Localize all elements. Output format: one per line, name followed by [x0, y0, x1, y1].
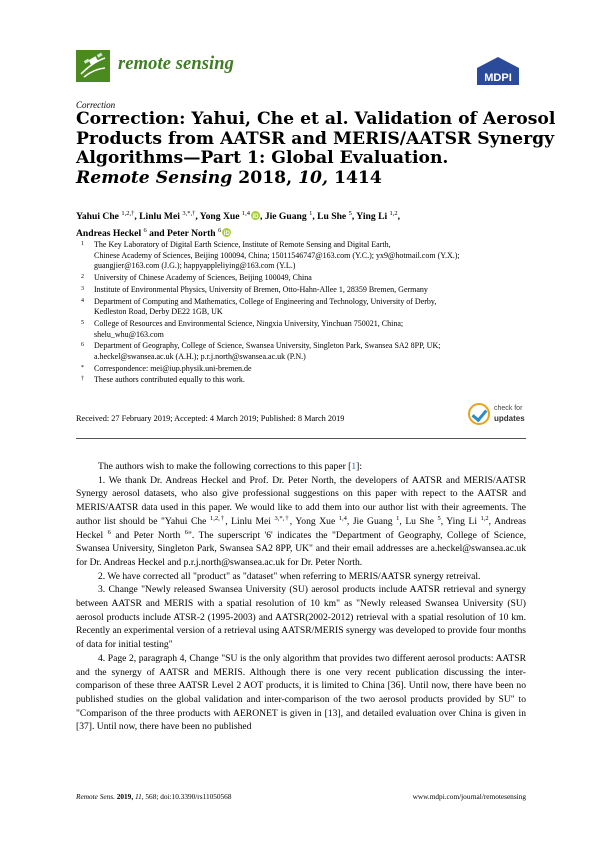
checkmark-icon: [468, 403, 490, 425]
affiliation-num: 1: [81, 241, 84, 247]
affiliation-num: 6: [81, 342, 84, 349]
author-sup: 1,2: [389, 210, 398, 217]
author-list: Yahui Che $^{1,2,\dagger}$, Linlu Mei $^{3,*,\dagger}$, Yong Xue $^{1,4}$ iD , Jie Guang $^1$, Lu She $^5$, Ying Li $^{1,2}$, Andreas Heckel $^6$ and Peter North $^6$ iD: [76, 210, 401, 240]
affiliation-line: Department of Computing and Mathematics, College of Engineering and Technology, University of Derby,: [94, 296, 437, 306]
author-sup: 6: [143, 227, 147, 235]
affiliation-line: shelu_whu@163.com: [94, 329, 164, 339]
author-name: Andreas Heckel: [76, 228, 142, 240]
footer-year: 2019,: [116, 792, 134, 801]
affiliation-line: guangjier@163.com (J.G.); happyappleliying@163.com (Y.L.): [94, 261, 296, 271]
author-sup: 1,2,†: [121, 210, 135, 217]
correction-paragraph-3: 3. Change "Newly released Swansea University (SU) aerosol products include AATSR retrieval and synergy between AATSR and MERIS with a spatial resolution of 10 km" as "Newly released Swansea University (SU) aerosol products include ATSR-2 (1995-2003) and AATSR(2002-2012) retrieval with a spatial resolution of 10 km. Recently an experimental version of a retrieval using AATSR/MERIS synergy was developed to provide four months of data for initial testing": [76, 584, 526, 651]
correction-paragraph-1: 1. We thank Dr. Andreas Heckel and Prof. Dr. Peter North, the developers of AATSR and MERIS/AATSR Synergy aerosol datasets, who also give professional suggestions on this paper with repect to the AATSR and MERIS/AATSR data used in this paper. We would like to add them into our author list with their agreements. The author list should be "Yahui Che $^{1,2,\dagger}$, Linlu Mei $^{3,*,\dagger}$, Yong Xue $^{1,4}$, Jie Guang $^1$, Lu She $^5$, Ying Li $^{1,2}$, Andreas Heckel $^6$ and Peter North $^6$". The superscript '6' indicates the "Department of Geography, College of Science, Swansea University, Singleton Park, Swansea SA2 8PP, UK" and their email addresses are a.heckel@swansea.ac.uk for Dr. Andreas Heckel and p.r.j.north@swansea.ac.uk for Dr. Peter North.: [76, 474, 527, 568]
author-sup: 1,4: [241, 210, 251, 217]
affiliation-item: [76, 273, 526, 284]
divider: [76, 438, 526, 439]
reference-link[interactable]: 1: [351, 461, 357, 472]
affiliation-num: *: [81, 364, 84, 371]
correction-paragraph-2: 2. We have corrected all "product" as "dataset" when referring to MERIS/AATSR synergy retreival.: [98, 570, 481, 582]
publication-dates: Received: 27 February 2019; Accepted: 4 March 2019; Published: 8 March 2019: [76, 414, 345, 423]
footer-journal: Remote Sens.: [76, 792, 115, 801]
affiliation-item: [76, 375, 526, 386]
author-sup: 1: [309, 210, 313, 217]
check-updates-label-bold: updates: [494, 414, 525, 423]
author-name: Yahui Che: [76, 211, 119, 223]
affiliation-item: [76, 319, 526, 340]
affiliation-num: 4: [81, 297, 84, 304]
article-body: [76, 460, 526, 734]
mdpi-logo-text: MDPI: [484, 72, 512, 84]
footer-doi: 568; doi:10.3390/rs11050568: [145, 792, 232, 801]
intro-paragraph: The authors wish to make the following corrections to this paper [1]:: [98, 461, 363, 472]
author-sup: 3,*,†: [182, 210, 196, 217]
affiliation-num: 3: [81, 285, 84, 292]
affiliation-line: a.heckel@swansea.ac.uk (A.H.); p.r.j.north@swansea.ac.uk (P.N.): [94, 351, 306, 361]
author-name: Peter North: [167, 228, 216, 240]
footer-citation: [76, 792, 231, 801]
footer-volume: 11,: [134, 792, 144, 801]
affiliation-line: College of Resources and Environmental Science, Ningxia University, Yinchuan 750021, China;: [94, 318, 404, 328]
orcid-icon[interactable]: iD: [222, 228, 231, 237]
mdpi-logo-icon[interactable]: [475, 56, 521, 86]
check-for-updates-button[interactable]: [468, 403, 528, 431]
article-title: [76, 109, 556, 188]
title-line-1: Correction: Yahui, Che et al. Validation of Aerosol: [76, 109, 556, 129]
journal-name[interactable]: remote sensing: [118, 54, 235, 74]
affiliation-item: [76, 285, 526, 296]
affiliation-num: 5: [81, 319, 84, 326]
affiliation-item: [76, 297, 526, 318]
correction-paragraph-4: 4. Page 2, paragraph 4, Change "SU is the only algorithm that provides two different aerosol products: AATSR and the synergy of AATSR and MERIS. Although there is one very recent publication discussing the inter-comparison of these three AATSR Level 2 AOT products, it is limited to China [36]. Until now, there have been no published studies on the global validation and inter-comparison of the two aerosol products provided by SU" to "Comparison of the three products with AERONET is given in [13], and detailed evaluation over China is given in [37]. Until now, there have been no published: [76, 652, 526, 733]
affiliation-item: [76, 240, 526, 272]
title-volume: 10,: [298, 167, 328, 188]
author-name: Jie Guang: [264, 211, 307, 223]
affiliation-item: [76, 341, 526, 362]
journal-header: [76, 50, 521, 90]
title-line-2: Products from AATSR and MERIS/AATSR Synergy: [76, 128, 555, 149]
journal-logo-icon: [76, 50, 110, 82]
author-name: Linlu Mei: [139, 211, 180, 223]
affiliation-num: †: [81, 376, 84, 383]
affiliation-line: Institute of Environmental Physics, University of Bremen, Otto-Hahn-Allee 1, 28359 Bremen, Germany: [94, 284, 428, 294]
affiliation-line: University of Chinese Academy of Sciences, Beijing 100049, China: [94, 272, 312, 282]
author-and: and: [149, 228, 165, 240]
affiliation-num: 2: [81, 273, 84, 280]
affiliation-line: The Key Laboratory of Digital Earth Science, Institute of Remote Sensing and Digital Earth,: [94, 240, 391, 249]
title-line-3: Algorithms—Part 1: Global Evaluation.: [76, 148, 449, 168]
author-name: Lu She: [317, 211, 347, 223]
title-page: 1414: [333, 167, 382, 188]
affiliations: [76, 240, 526, 387]
affiliation-line: Department of Geography, College of Science, Swansea University, Singleton Park, Swansea SA2 8PP, UK;: [94, 341, 441, 351]
affiliation-line: Chinese Academy of Sciences, Beijing 100094, China; 15011546747@163.com (Y.C.); yx9@hotmail.com (Y.X.);: [94, 250, 460, 260]
author-name: Ying Li: [356, 211, 388, 223]
affiliation-line: Kedleston Road, Derby DE22 1GB, UK: [94, 307, 223, 317]
affiliation-item: [76, 364, 526, 375]
title-year: 2018,: [238, 167, 293, 188]
author-sup: 6: [218, 227, 222, 235]
author-sup: 5: [348, 210, 352, 217]
check-updates-label: check for: [494, 405, 523, 412]
author-name: Yong Xue: [199, 211, 240, 223]
footer-url[interactable]: www.mdpi.com/journal/remotesensing: [412, 792, 526, 801]
title-journal: Remote Sensing: [76, 167, 233, 188]
article-type: Correction: [76, 100, 116, 110]
title-citation: [76, 169, 526, 189]
affiliation-line: Correspondence: mei@iup.physik.uni-bremen.de: [94, 363, 252, 373]
orcid-icon[interactable]: iD: [251, 211, 260, 220]
affiliation-line: These authors contributed equally to this work.: [94, 375, 245, 385]
